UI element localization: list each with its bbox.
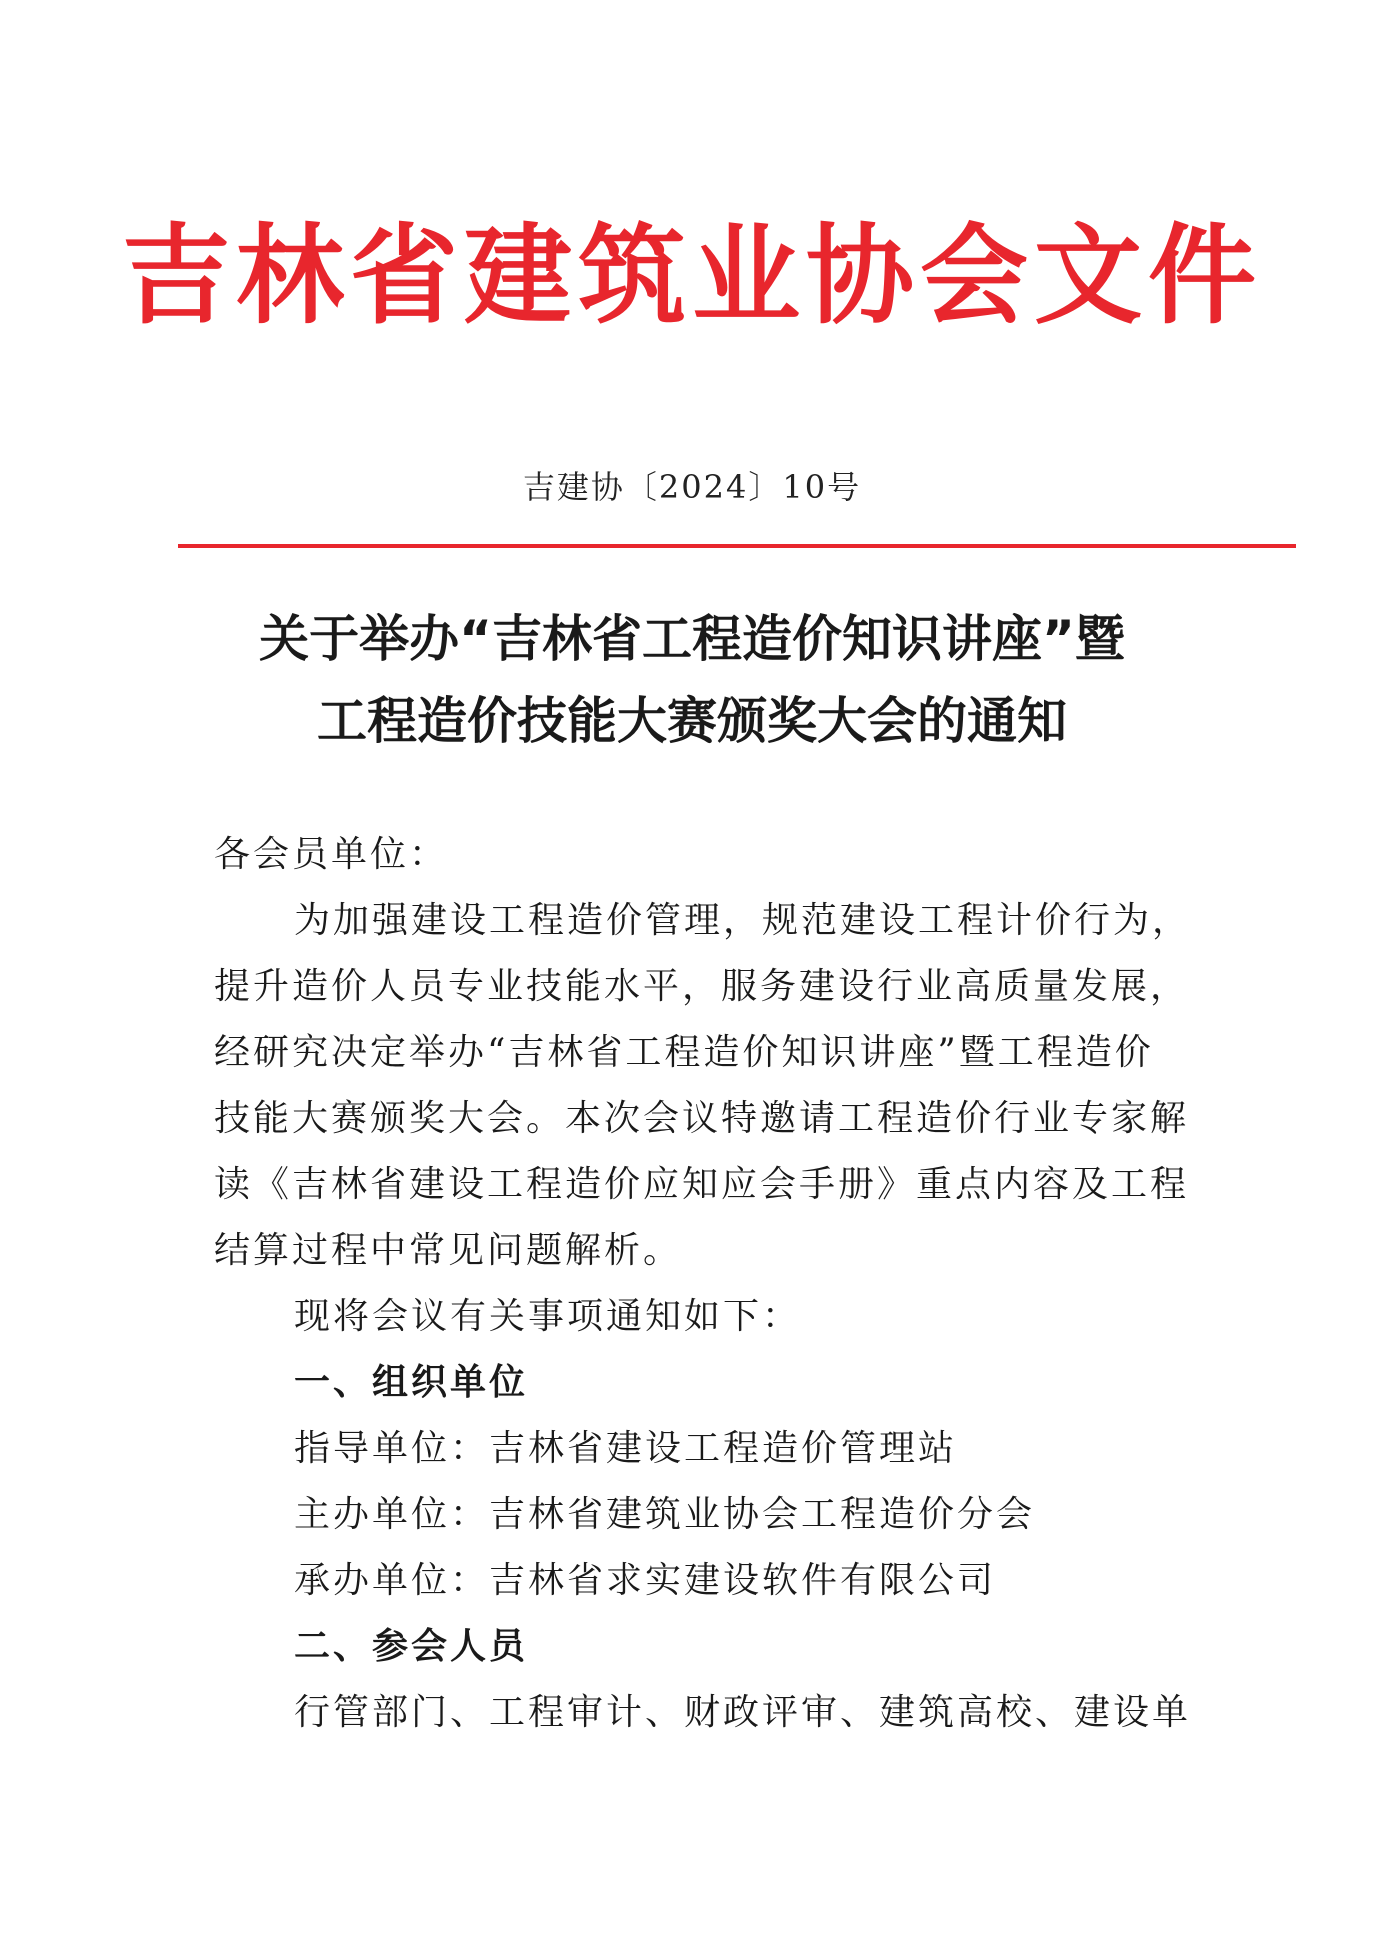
notice-title [0,598,1384,762]
paragraph-1-line: 技能大赛颁奖大会。本次会议特邀请工程造价行业专家解 [214,1098,1190,1139]
notice-title-line-1: 关于举办“吉林省工程造价知识讲座”暨 [259,610,1125,668]
paragraph-1-line: 读《吉林省建设工程造价应知应会手册》重点内容及工程 [214,1164,1190,1205]
document-number: 吉建协〔2024〕10号 [522,468,862,506]
notice-title-line-2: 工程造价技能大赛颁奖大会的通知 [317,692,1067,750]
paragraph-1-line: 结算过程中常见问题解析。 [214,1230,683,1271]
section-2-heading: 二、参会人员 [294,1626,529,1667]
red-divider [178,544,1296,548]
organizer-line: 主办单位：吉林省建筑业协会工程造价分会 [294,1494,1036,1535]
notice-body [214,822,1192,1746]
paragraph-1-line: 提升造价人员专业技能水平，服务建设行业高质量发展， [214,966,1190,1007]
paragraph-1 [214,888,1192,1284]
paragraph-2: 现将会议有关事项通知如下： [294,1296,802,1337]
paragraph-1-line: 为加强建设工程造价管理，规范建设工程计价行为， [294,900,1192,941]
organizer-line: 指导单位：吉林省建设工程造价管理站 [294,1428,958,1469]
salutation: 各会员单位： [214,834,449,875]
organizer-line: 承办单位：吉林省求实建设软件有限公司 [294,1560,997,1601]
issuer-title: 吉林省建筑业协会文件 [121,214,1262,339]
paragraph-1-line: 经研究决定举办“吉林省工程造价知识讲座”暨工程造价 [214,1032,1154,1073]
section-1-heading: 一、组织单位 [294,1362,529,1403]
attendees-line: 行管部门、工程审计、财政评审、建筑高校、建设单 [294,1692,1192,1733]
